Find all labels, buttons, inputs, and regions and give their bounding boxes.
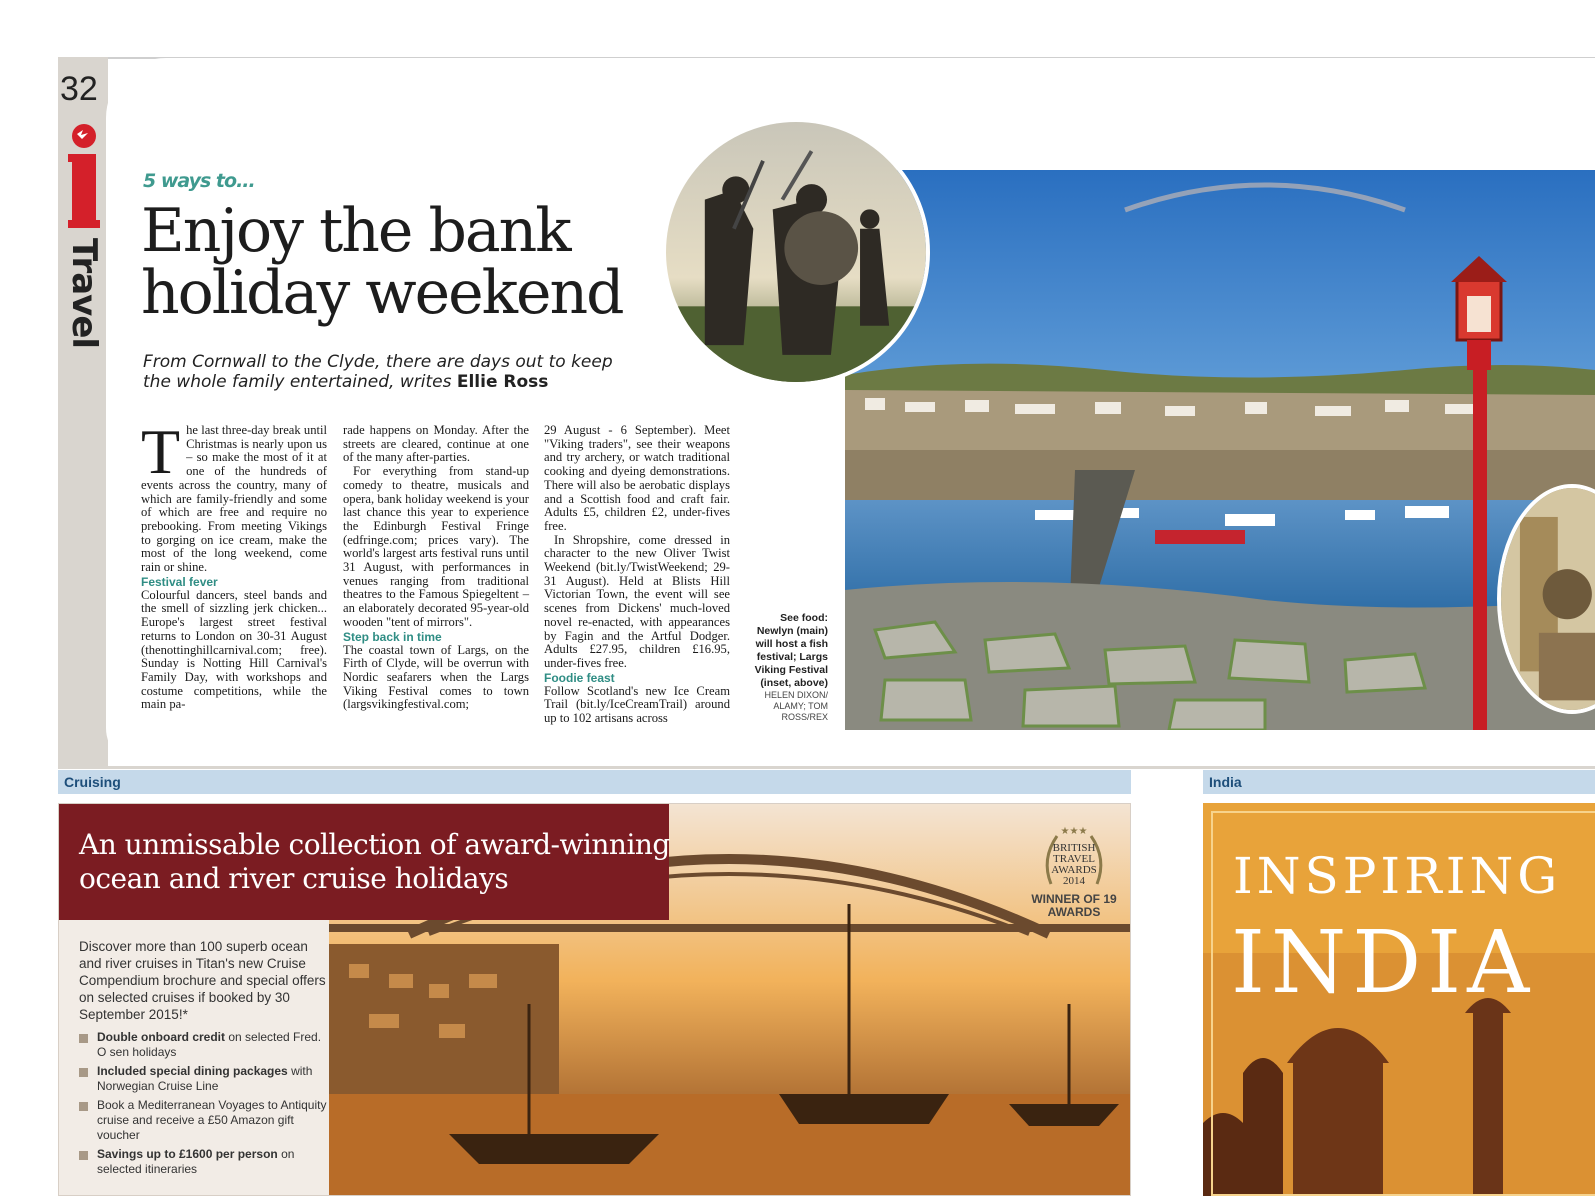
page-number: 32 <box>60 70 98 108</box>
cruise-headline: An unmissable collection of award-winning ocean and river cruise holidays <box>79 828 670 895</box>
subhead-step-back-in-time: Step back in time <box>343 629 442 644</box>
list-item: Double onboard credit on selected Fred. O sen holidays <box>79 1030 329 1060</box>
award-line: TRAVEL <box>1053 853 1095 865</box>
cruise-offers-list <box>79 1030 329 1181</box>
photo-caption <box>742 612 828 723</box>
india-title-line1: INSPIRING <box>1233 847 1562 905</box>
bottom-rule <box>58 766 1595 769</box>
i-logo-icon <box>66 122 102 228</box>
intro-text: he last three-day break until Christmas is nearly upon us – so make the most of it at one of the hundreds of events across the country, many of which are family-friendly and some of which are free and require no prebooking. From meeting Vikings to gorging on ice cream, make the most of the long weekend, come rain or shine. <box>141 423 327 575</box>
article-column-2 <box>343 424 529 712</box>
section-name: Travel <box>64 238 104 349</box>
article-column-3 <box>544 424 730 726</box>
byline: Ellie Ross <box>456 372 549 392</box>
award-line: BRITISH <box>1052 842 1096 854</box>
standfirst-text: From Cornwall to the Clyde, there are days out to keep the whole family entertained, writes <box>143 352 613 392</box>
india-advert <box>1203 803 1595 1196</box>
body-paragraph: For everything from stand-up comedy to theatre, musicals and opera, bank holiday weekend is your last chance this year to experience the Edinburgh Festival Fringe (edfringe.com; prices vary). The world's largest arts festival runs until 31 August, with performances in venues ranging from traditional theatres to the Famous Spiegeltent – an elaborately decorated 95-year-old wooden "tent of mirrors". <box>343 464 529 629</box>
harbour-photo <box>845 170 1595 730</box>
article-column-1 <box>141 416 327 712</box>
award-line: 2014 <box>1063 875 1085 887</box>
award-winner-text: WINNER OF 19 AWARDS <box>1031 892 1117 919</box>
caption-lead: See food: <box>780 612 828 624</box>
cruise-advert <box>58 803 1131 1196</box>
award-badge <box>1024 824 1124 919</box>
photo-credit: HELEN DIXON/ ALAMY; TOM ROSS/REX <box>764 690 828 722</box>
list-item: Included special dining packages with Norwegian Cruise Line <box>79 1064 329 1094</box>
caption-text: Newlyn (main) will host a fish festival; Largs Viking Festival (inset, above) <box>754 625 828 689</box>
body-paragraph: 29 August - 6 September). Meet "Viking traders", see their weapons and try archery, or watch traditional cooking and dyeing demonstrations. There will also be aerobatic displays and a Scottish food and craft fair. Adults £5, children £2, under-fives free. <box>544 423 730 533</box>
kicker: 5 ways to... <box>143 170 255 192</box>
body-paragraph: In Shropshire, come dressed in character to the new Oliver Twist Weekend (bit.ly/TwistWeekend; 29-31 August). Held at Blists Hill Victorian Town, the event will see scenes from Dickens' much-loved novel re-enacted, with appearances by Fagin and the Artful Dodger. Adults £27.95, children £16.95, under-fives free. <box>544 532 730 670</box>
svg-text:★★★: ★★★ <box>1060 826 1088 837</box>
list-item: Savings up to £1600 per person on selected itineraries <box>79 1147 329 1177</box>
viking-festival-inset-photo <box>662 118 930 386</box>
cruise-intro: Discover more than 100 superb ocean and river cruises in Titan's new Cruise Compendium brochure and special offers on selected cruises if booked by 30 September 2015!* <box>79 939 326 1022</box>
subhead-foodie-feast: Foodie feast <box>544 670 615 685</box>
award-line: AWARDS <box>1051 864 1097 876</box>
intro-paragraph <box>141 416 327 575</box>
body-paragraph: Follow Scotland's new Ice Cream Trail (bit.ly/IceCreamTrail) around up to 102 artisans across <box>544 683 730 726</box>
tab-cruising: Cruising <box>58 770 1131 794</box>
body-paragraph: The coastal town of Largs, on the Firth of Clyde, will be overrun with Nordic seafarers when the Largs Viking Festival comes to town (largsvikingfestival.com; <box>343 642 529 712</box>
tab-india: India <box>1203 770 1595 794</box>
list-item: Book a Mediterranean Voyages to Antiquity cruise and receive a £50 Amazon gift voucher <box>79 1098 329 1143</box>
dropcap: T <box>141 416 181 487</box>
standfirst <box>143 352 623 392</box>
india-title-line2: INDIA <box>1231 913 1536 1013</box>
headline: Enjoy the bank holiday weekend <box>141 196 623 328</box>
body-paragraph: Colourful dancers, steel bands and the smell of sizzling jerk chicken... Europe's largest street festival returns to London on 30-31 August (thenottinghillcarnival.com; free). Sunday is Notting Hill Carnival's Family Day, with workshops and costume competitions, while the main pa- <box>141 587 327 712</box>
subhead-festival-fever: Festival fever <box>141 574 218 589</box>
body-paragraph: rade happens on Monday. After the streets are cleared, continue at one of the many after-parties. <box>343 423 529 465</box>
